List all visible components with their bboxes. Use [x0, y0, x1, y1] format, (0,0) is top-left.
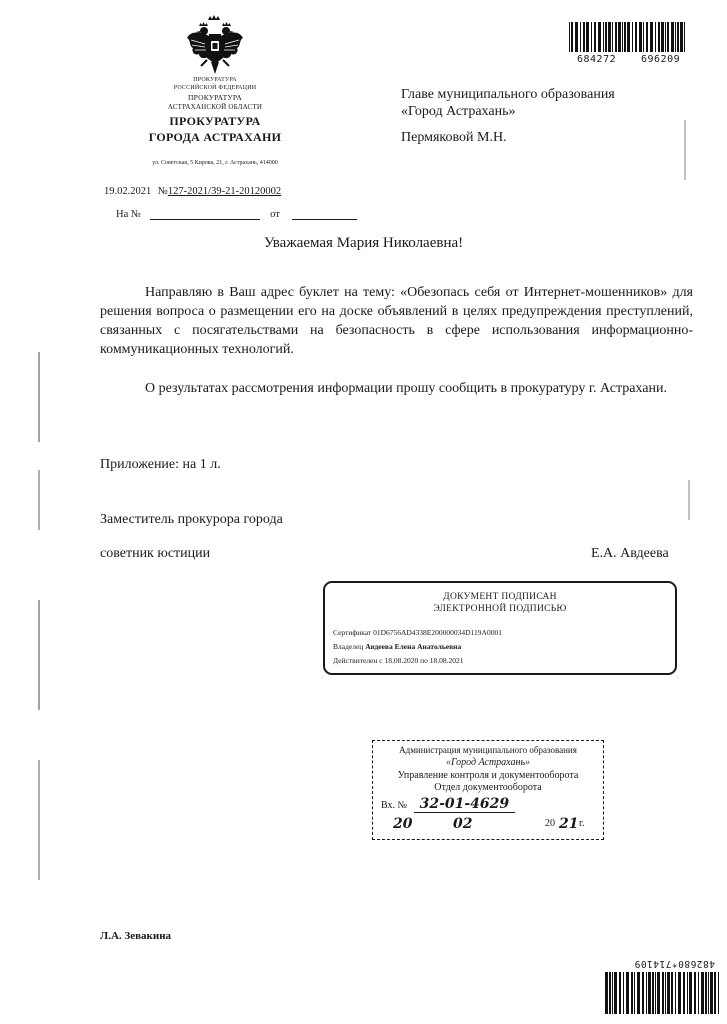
- owner-value: Авдеева Елена Анатольевна: [365, 642, 462, 651]
- barcode-bar: [614, 972, 617, 1014]
- addressee-line-1: Главе муниципального образования: [401, 87, 615, 102]
- barcode-bar: [650, 22, 653, 52]
- barcode-bar: [639, 22, 642, 52]
- reference-date-blank: [292, 209, 357, 220]
- barcode-bar: [605, 22, 607, 52]
- header-title-1: ПРОКУРАТУРА: [169, 114, 261, 128]
- barcode-bar: [619, 972, 621, 1014]
- reference-number-blank: [150, 209, 260, 220]
- barcode-bar: [626, 972, 629, 1014]
- barcode-bar: [624, 22, 626, 52]
- barcode-bottom: [603, 954, 721, 1014]
- barcode-bar: [678, 972, 681, 1014]
- signer-rank: советник юстиции: [100, 546, 211, 561]
- barcode-bar: [710, 972, 713, 1014]
- barcode-bar: [643, 22, 644, 52]
- barcode-bar: [714, 972, 716, 1014]
- stamp-year: 21: [559, 816, 579, 832]
- barcode-bar: [667, 22, 669, 52]
- barcode-bar: [718, 972, 719, 1014]
- scan-artifact-left-4: [38, 760, 40, 880]
- barcode-bar: [655, 972, 656, 1014]
- outgoing-date: 19.02.2021: [104, 186, 152, 197]
- barcode-bar: [677, 22, 679, 52]
- barcode-bar: [598, 22, 601, 52]
- barcode-bar: [603, 22, 604, 52]
- valid-from-label: с: [379, 656, 383, 665]
- barcode-bar: [684, 22, 685, 52]
- scan-artifact-left-2: [38, 470, 40, 530]
- barcode-bar: [591, 22, 592, 52]
- header-caption-4: АСТРАХАНСКОЙ ОБЛАСТИ: [167, 103, 263, 111]
- valid-to: 18.08.2021: [429, 656, 464, 665]
- barcode-bar: [569, 22, 570, 52]
- barcode-bar: [671, 22, 674, 52]
- certificate-label: Сертификат: [333, 628, 372, 637]
- barcode-bar: [694, 972, 696, 1014]
- barcode-bottom-bars: [603, 970, 721, 1014]
- stamp-line-4: Отдел документооборота: [434, 782, 542, 793]
- barcode-bar: [661, 22, 664, 52]
- barcode-bar: [648, 972, 651, 1014]
- scan-artifact-left-1: [38, 352, 40, 442]
- barcode-bar: [671, 972, 673, 1014]
- barcode-bar: [635, 22, 637, 52]
- barcode-bar: [612, 972, 613, 1014]
- addressee-line-2: «Город Астрахань»: [401, 104, 516, 119]
- body-paragraph-1: Направляю в Ваш адрес буклет на тему: «Обезопась себя от Интернет-мошенников» для решения вопроса о размещении его на доске объявлений в целях предупреждения преступлений, связанных с посягательствами на безопасность в сфере использования информационно-коммуникационных технологий.: [100, 285, 693, 357]
- barcode-bar: [646, 22, 648, 52]
- scan-artifact-right-1: [684, 120, 686, 180]
- stamp-line-2: «Город Астрахань»: [445, 757, 531, 768]
- barcode-bar: [612, 22, 613, 52]
- outgoing-registration: [104, 186, 281, 197]
- barcode-top: [567, 22, 689, 65]
- header-address: ул. Советская, 5 Кирова, 21, г. Астрахань, 414000: [152, 160, 278, 166]
- barcode-bar: [689, 972, 692, 1014]
- barcode-bar: [583, 22, 585, 52]
- stamp-number-row: [381, 796, 515, 812]
- valid-to-label: по: [420, 656, 428, 665]
- barcode-bar: [683, 972, 685, 1014]
- outgoing-number: 127-2021/39-21-20120002: [167, 186, 282, 197]
- barcode-bar: [637, 972, 640, 1014]
- header-title-2: ГОРОДА АСТРАХАНИ: [148, 130, 282, 144]
- barcode-bar: [618, 22, 621, 52]
- barcode-bar: [698, 972, 699, 1014]
- barcode-bar: [665, 22, 666, 52]
- digital-signature-box: [323, 581, 677, 675]
- coat-of-arms-emblem: [185, 14, 245, 76]
- reference-date-label: от: [270, 209, 280, 220]
- barcode-bar: [675, 972, 676, 1014]
- signer-name: Е.А. Авдеева: [591, 546, 669, 561]
- barcode-bar: [680, 22, 683, 52]
- scan-artifact-left-3: [38, 600, 40, 710]
- outgoing-number-prefix: №: [157, 186, 168, 197]
- signature-owner: [333, 642, 461, 651]
- stamp-month: 02: [453, 816, 473, 832]
- stamp-date-row: [393, 816, 598, 832]
- barcode-bar: [658, 22, 660, 52]
- scan-artifact-right-2: [688, 480, 690, 520]
- barcode-bar: [667, 972, 670, 1014]
- barcode-bottom-number: 482680*714109: [634, 958, 715, 969]
- stamp-day: 20: [393, 816, 413, 832]
- barcode-bar: [586, 22, 589, 52]
- owner-label: Владелец: [333, 642, 364, 651]
- barcode-bar: [652, 972, 654, 1014]
- barcode-bar: [615, 22, 617, 52]
- signature-validity: [333, 656, 464, 665]
- attachment-note: Приложение: на 1 л.: [100, 457, 221, 472]
- signature-title-1: ДОКУМЕНТ ПОДПИСАН: [443, 592, 557, 602]
- barcode-bar: [571, 22, 573, 52]
- barcode-bar: [701, 972, 704, 1014]
- header-caption-1: ПРОКУРАТУРА: [193, 77, 237, 83]
- barcode-top-bars: [567, 22, 689, 58]
- signature-title-2: ЭЛЕКТРОННОЙ ПОДПИСЬЮ: [433, 604, 567, 614]
- valid-from: 18.08.2020: [384, 656, 419, 665]
- barcode-bar: [631, 972, 633, 1014]
- barcode-bar: [580, 22, 581, 52]
- barcode-bar: [634, 972, 635, 1014]
- signature-certificate: [333, 628, 502, 637]
- barcode-bar: [655, 22, 656, 52]
- valid-label: Действителен: [333, 656, 378, 665]
- barcode-bar: [708, 972, 709, 1014]
- header-caption-3: ПРОКУРАТУРА: [188, 93, 242, 102]
- stamp-line-3: Управление контроля и документооборота: [397, 770, 579, 781]
- stamp-line-1: Администрация муниципального образования: [399, 745, 577, 755]
- executor-name: Л.А. Зевакина: [100, 930, 172, 942]
- barcode-bar: [605, 972, 608, 1014]
- barcode-bar: [575, 22, 578, 52]
- barcode-bar: [627, 22, 630, 52]
- barcode-top-right-number: 696209: [641, 54, 681, 65]
- incoming-registration-stamp: [372, 740, 604, 840]
- reference-line: [116, 209, 357, 220]
- barcode-bar: [657, 972, 660, 1014]
- barcode-bar: [687, 972, 688, 1014]
- barcode-bar: [609, 972, 611, 1014]
- certificate-value: 01D6756AD4338E200000034D119A0001: [373, 628, 502, 637]
- barcode-bar: [608, 22, 611, 52]
- barcode-bar: [675, 22, 676, 52]
- barcode-bar: [646, 972, 647, 1014]
- body-paragraph-2: О результатах рассмотрения информации прошу сообщить в прокуратуру г. Астрахани.: [145, 381, 667, 396]
- barcode-bar: [632, 22, 633, 52]
- barcode-bar: [623, 972, 624, 1014]
- signer-position: Заместитель прокурора города: [100, 512, 283, 527]
- stamp-year-suffix: г.: [579, 818, 585, 829]
- salutation: Уважаемая Мария Николаевна!: [263, 235, 464, 251]
- barcode-bar: [705, 972, 707, 1014]
- header-caption-2: РОССИЙСКОЙ ФЕДЕРАЦИИ: [173, 85, 257, 91]
- barcode-bar: [594, 22, 596, 52]
- stamp-year-prefix: 20: [545, 818, 555, 829]
- reference-number-label: На №: [116, 209, 141, 220]
- barcode-bar: [622, 22, 623, 52]
- addressee-name: Пермяковой М.Н.: [401, 130, 507, 145]
- stamp-number-label: Вх. №: [381, 800, 408, 811]
- barcode-bar: [642, 972, 644, 1014]
- barcode-top-left-number: 684272: [577, 54, 617, 65]
- stamp-number: 32-01-4629: [414, 796, 516, 813]
- barcode-bar: [665, 972, 666, 1014]
- barcode-bar: [662, 972, 664, 1014]
